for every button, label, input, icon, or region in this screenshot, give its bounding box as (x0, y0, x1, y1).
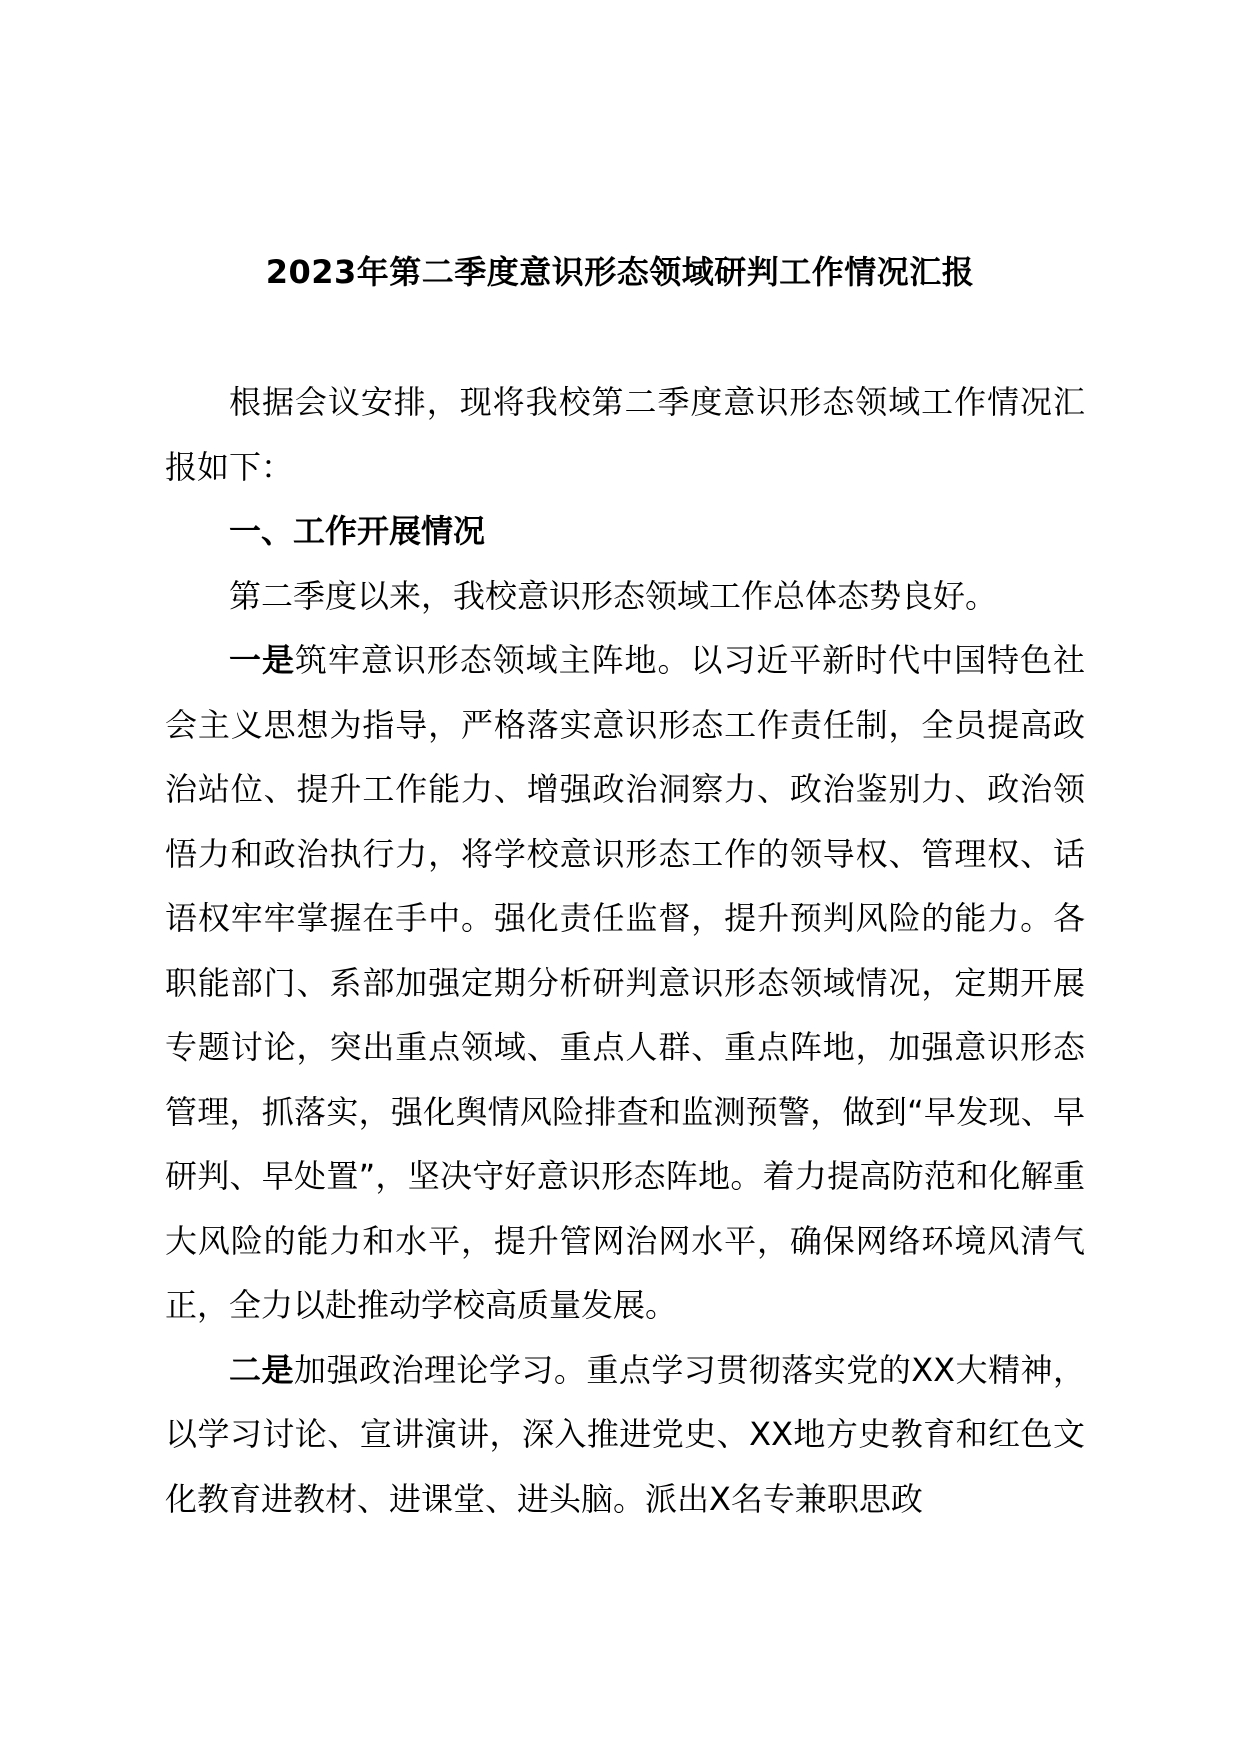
summary-paragraph: 第二季度以来，我校意识形态领域工作总体态势良好。 (229, 576, 998, 615)
item-paragraph-2 (165, 1338, 1085, 1532)
intro-paragraph: 根据会议安排，现将我校第二季度意识形态领域工作情况汇报如下： (165, 383, 1085, 486)
section-heading: 一、工作开展情况 (229, 512, 486, 550)
document-title: 2023年第二季度意识形态领域研判工作情况汇报 (265, 253, 975, 291)
item-lead-1: 一是 (229, 641, 295, 679)
document-body (165, 370, 1085, 1531)
item-text-1: 筑牢意识形态领域主阵地。以习近平新时代中国特色社会主义思想为指导，严格落实意识形态工作责任制，全员提高政治站位、提升工作能力、增强政治洞察力、政治鉴别力、政治领悟力和政治执行力，将学校意识形态工作的领导权、管理权、话语权牢牢掌握在手中。强化责任监督，提升预判风险的能力。各职能部门、系部加强定期分析研判意识形态领域情况，定期开展专题讨论，突出重点领域、重点人群、重点阵地，加强意识形态管理，抓落实，强化舆情风险排查和监测预警，做到“早发现、早研判、早处置”，坚决守好意识形态阵地。着力提高防范和化解重大风险的能力和水平，提升管网治网水平，确保网络环境风清气正，全力以赴推动学校高质量发展。 (165, 641, 1085, 1324)
item-text-2: 加强政治理论学习。重点学习贯彻落实党的XX大精神，以学习讨论、宣讲演讲，深入推进党史、XX地方史教育和红色文化教育进教材、进课堂、进头脑。派出X名专兼职思政 (165, 1350, 1085, 1518)
item-paragraph-1 (165, 628, 1085, 1338)
item-lead-2: 二是 (229, 1350, 294, 1389)
